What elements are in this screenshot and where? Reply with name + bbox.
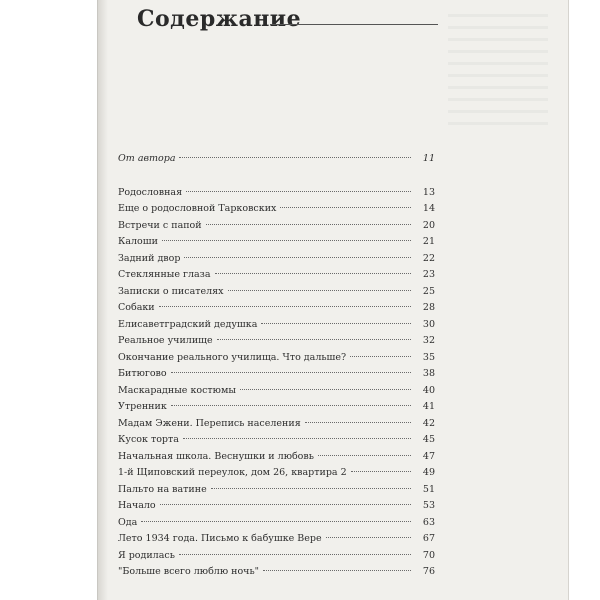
dot-leader [228, 290, 411, 291]
toc-entry [118, 185, 435, 202]
toc-entry-title: Утренник [118, 401, 167, 412]
toc-entry-page: 40 [422, 384, 435, 396]
toc-entry [118, 251, 435, 268]
dot-leader [350, 356, 411, 357]
toc-entry-page: 41 [422, 401, 435, 412]
toc-entry [118, 284, 435, 301]
dot-leader [351, 471, 411, 472]
toc-entry-page: 70 [422, 549, 435, 561]
page-title: Содержание [137, 6, 302, 32]
toc-entry-title: Встречи с папой [118, 219, 202, 231]
toc-entry-page: 21 [422, 236, 435, 247]
show-through-text [448, 14, 548, 134]
toc-entry-page: 20 [422, 219, 435, 231]
toc-entry [118, 300, 435, 317]
toc-entry [118, 333, 435, 350]
toc-entry [118, 267, 435, 284]
dot-leader [206, 224, 411, 225]
toc-entry-page: 11 [422, 153, 435, 164]
dot-leader [159, 306, 411, 307]
toc-entry-page: 76 [422, 566, 435, 577]
toc-entry-page: 45 [422, 434, 435, 445]
dot-leader [179, 157, 411, 158]
toc-entry-page: 30 [422, 318, 435, 330]
toc-entry [118, 531, 435, 548]
dot-leader [184, 257, 411, 258]
toc-entry [118, 498, 435, 515]
toc-entry-title: Реальное училище [118, 335, 213, 346]
toc-entry-title: Родословная [118, 186, 183, 198]
toc-entry-title: Маскарадные костюмы [118, 384, 236, 396]
toc-entry-title: Я родилась [118, 549, 175, 561]
toc-entry-page: 51 [422, 483, 435, 495]
toc-entry [118, 482, 435, 499]
toc-entry-page: 23 [422, 269, 435, 280]
toc-entry-page: 67 [422, 533, 435, 544]
toc-entry-title: 1-й Щиповский переулок, дом 26, квартира 2 [118, 467, 347, 478]
dot-leader [141, 521, 411, 522]
dot-leader [211, 488, 411, 489]
toc-entry-title: Пальто на ватине [118, 483, 207, 495]
toc-entry [118, 317, 435, 334]
toc-entry [118, 218, 435, 235]
table-of-contents [118, 151, 435, 581]
toc-entry [118, 151, 435, 168]
toc-entry-title: Битюгово [118, 368, 167, 379]
dot-leader [171, 405, 411, 406]
toc-entry [118, 449, 435, 466]
dot-leader [186, 191, 411, 192]
dot-leader [171, 372, 411, 373]
toc-entry [118, 548, 435, 565]
toc-entry-page: 42 [422, 417, 435, 429]
title-rule [270, 24, 438, 25]
toc-entry-page: 38 [422, 368, 435, 379]
toc-entry-title: Задний двор [118, 252, 181, 264]
toc-entry-title: От автора [118, 153, 176, 164]
toc-entry [118, 515, 435, 532]
toc-entry-title: Записки о писателях [118, 285, 224, 297]
dot-leader [318, 455, 411, 456]
dot-leader [240, 389, 411, 390]
toc-entry [118, 350, 435, 367]
dot-leader [263, 570, 411, 571]
dot-leader [280, 207, 411, 208]
toc-entry-page: 28 [422, 302, 435, 313]
toc-entry-page: 53 [422, 500, 435, 511]
toc-entry-title: Калоши [118, 236, 158, 247]
toc-entry-page: 49 [422, 467, 435, 478]
dot-leader [162, 240, 411, 241]
toc-entry-title: Ода [118, 516, 138, 528]
dot-leader [261, 323, 411, 324]
toc-entry-title: Еще о родословной Тарковских [118, 203, 277, 214]
toc-entry-title: Лето 1934 года. Письмо к бабушке Вере [118, 533, 322, 544]
toc-entry-title: Собаки [118, 302, 155, 313]
toc-entry [118, 366, 435, 383]
toc-entry-page: 25 [422, 285, 435, 297]
toc-entry-title: Окончание реального училища. Что дальше? [118, 351, 347, 363]
toc-entry-title: Начало [118, 500, 156, 511]
toc-entry-page: 32 [422, 335, 435, 346]
toc-entry [118, 564, 435, 581]
dot-leader [183, 438, 411, 439]
dot-leader [179, 554, 411, 555]
dot-leader [217, 339, 411, 340]
toc-entry [118, 383, 435, 400]
toc-entry-title: Кусок торта [118, 434, 179, 445]
toc-entry [118, 416, 435, 433]
toc-entry [118, 234, 435, 251]
spine-shadow [98, 0, 108, 600]
toc-entry-title: "Больше всего люблю ночь" [118, 566, 259, 577]
toc-entry [118, 465, 435, 482]
dot-leader [326, 537, 411, 538]
toc-entry-page: 13 [422, 186, 435, 198]
toc-entry [118, 201, 435, 218]
dot-leader [160, 504, 411, 505]
toc-entry-page: 22 [422, 252, 435, 264]
toc-entry [118, 399, 435, 416]
dot-leader [215, 273, 412, 274]
toc-entry-title: Елисаветградский дедушка [118, 318, 258, 330]
toc-entry-title: Мадам Эжени. Перепись населения [118, 417, 301, 429]
toc-entry-page: 35 [422, 351, 435, 363]
toc-entry-page: 14 [422, 203, 435, 214]
dot-leader [305, 422, 411, 423]
toc-entry-page: 47 [422, 450, 435, 462]
toc-entry-page: 63 [422, 516, 435, 528]
toc-entry-title: Начальная школа. Веснушки и любовь [118, 450, 314, 462]
toc-entry [118, 432, 435, 449]
toc-entry-title: Стеклянные глаза [118, 269, 211, 280]
